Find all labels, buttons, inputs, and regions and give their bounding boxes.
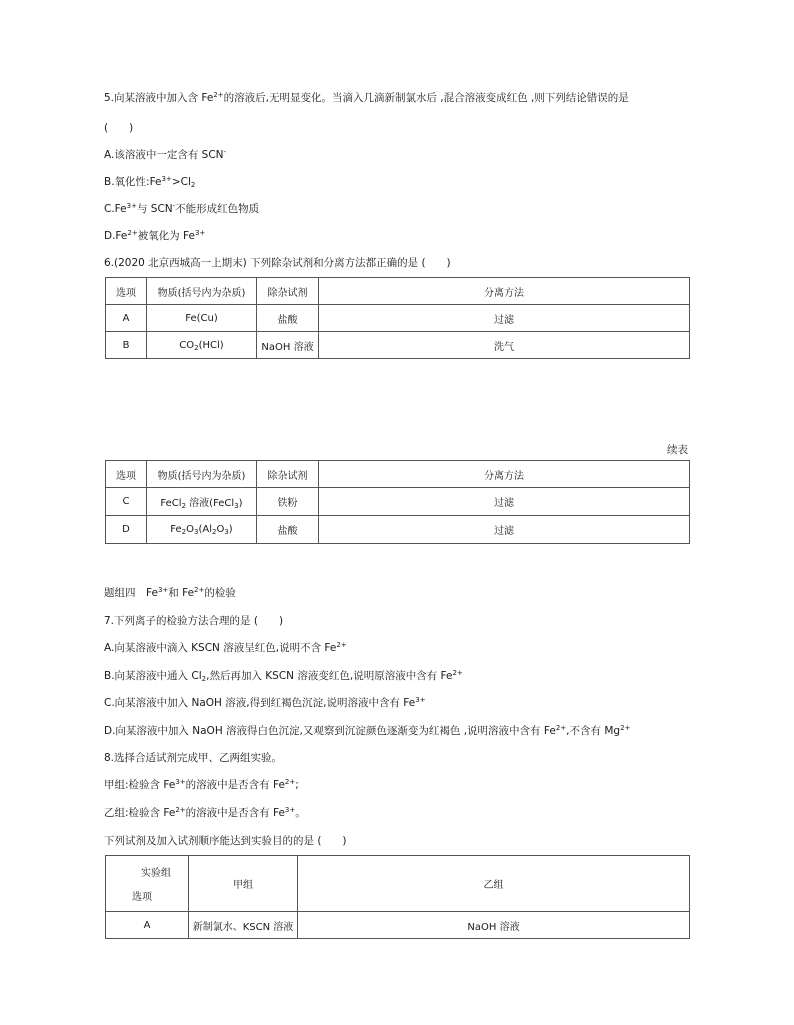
q8-question: 下列试剂及加入试剂顺序能达到实验目的的是 ( ) [104,835,347,847]
header-method: 分离方法 [319,461,690,488]
cell-option: C [106,488,147,516]
header-experiment-group: 实验组 [141,868,171,879]
cell-method: 过滤 [319,516,690,544]
q6-table-part2 [105,460,690,544]
cell-option: A [106,912,189,939]
cell-material: $CO_2(HCl)$ [147,332,257,359]
q5-option-c: $C.Fe^{3+}$与 SCN-不能形成红色物质 [104,202,260,215]
q5-option-b: B.氧化性$:Fe^{3+}>Cl_2$ [104,175,196,189]
cell-method: 洗气 [319,332,690,359]
cell-group-jia: 新制氯水、KSCN 溶液 [189,912,298,939]
header-method: 分离方法 [319,278,690,305]
q5-option-d: $D.Fe^{2+}$被氧化为 $Fe^{3+}$ [104,229,206,242]
q7-option-d: D.向某溶液中加入 NaOH 溶液得白色沉淀,又观察到沉淀颜色逐渐变为红褐色 ,说明溶液中含有 $Fe^{2+}$,不含有 $Mg^{2+}$ [104,724,631,737]
header-reagent: 除杂试剂 [257,278,319,305]
q8-group-yi: 乙组:检验含 $Fe^{2+}$的溶液中是否含有 $Fe^{3+}$。 [104,806,306,819]
table-row [106,332,690,359]
header-group-jia: 甲组 [189,856,298,912]
table-row [106,516,690,544]
table-row [106,305,690,332]
q5-option-a: A.该溶液中一定含有 SCN- [104,148,227,161]
cell-material: FeCl$_2$ 溶液(FeCl$_3$) [147,488,257,516]
continued-table-label: 续表 [667,444,688,456]
cell-material: Fe(Cu) [147,305,257,332]
cell-reagent: 盐酸 [257,305,319,332]
table-header-row [106,278,690,305]
header-reagent: 除杂试剂 [257,461,319,488]
cell-option: A [106,305,147,332]
header-diagonal-cell [106,856,189,912]
table-row [106,912,690,939]
cell-method: 过滤 [319,305,690,332]
cell-method: 过滤 [319,488,690,516]
cell-option: D [106,516,147,544]
cell-group-yi: NaOH 溶液 [298,912,690,939]
cell-option: B [106,332,147,359]
table-header-row [106,461,690,488]
q8-stem: 8.选择合适试剂完成甲、乙两组实验。 [104,752,283,764]
q6-stem: 6.(2020 北京西城高一上期末) 下列除杂试剂和分离方法都正确的是 ( ) [104,257,451,269]
header-material: 物质(括号内为杂质) [147,461,257,488]
cell-reagent: 铁粉 [257,488,319,516]
header-option: 选项 [106,278,147,305]
cell-reagent: 盐酸 [257,516,319,544]
q5-answer-paren: ( ) [104,122,134,134]
cell-material: $Fe_2O_3(Al_2O_3)$ [147,516,257,544]
q6-table-part1 [105,277,690,359]
table-row [106,488,690,516]
header-option: 选项 [132,892,152,903]
q5-stem: 5.向某溶液中加入含 $Fe^{2+}$的溶液后,无明显变化。当滴入几滴新制氯水后 ,混合溶液变成红色 ,则下列结论错误的是 [104,91,629,104]
q7-option-c: C.向某溶液中加入 NaOH 溶液,得到红褐色沉淀,说明溶液中含有 $Fe^{3+}$ [104,696,426,709]
group4-heading: 题组四 $Fe^{3+}$和 $Fe^{2+}$的检验 [104,586,236,599]
cell-reagent: NaOH 溶液 [257,332,319,359]
table-header-row [106,856,690,912]
header-option: 选项 [106,461,147,488]
q8-table [105,855,690,939]
q8-group-jia: 甲组:检验含 $Fe^{3+}$的溶液中是否含有 $Fe^{2+}$; [104,778,299,791]
q7-stem: 7.下列离子的检验方法合理的是 ( ) [104,615,284,627]
q7-option-a: A.向某溶液中滴入 KSCN 溶液呈红色,说明不含 $Fe^{2+}$ [104,641,347,654]
q7-option-b: B.向某溶液中通入 $Cl_2$,然后再加入 KSCN 溶液变红色,说明原溶液中含有 $Fe^{2+}$ [104,669,463,683]
header-material: 物质(括号内为杂质) [147,278,257,305]
header-group-yi: 乙组 [298,856,690,912]
